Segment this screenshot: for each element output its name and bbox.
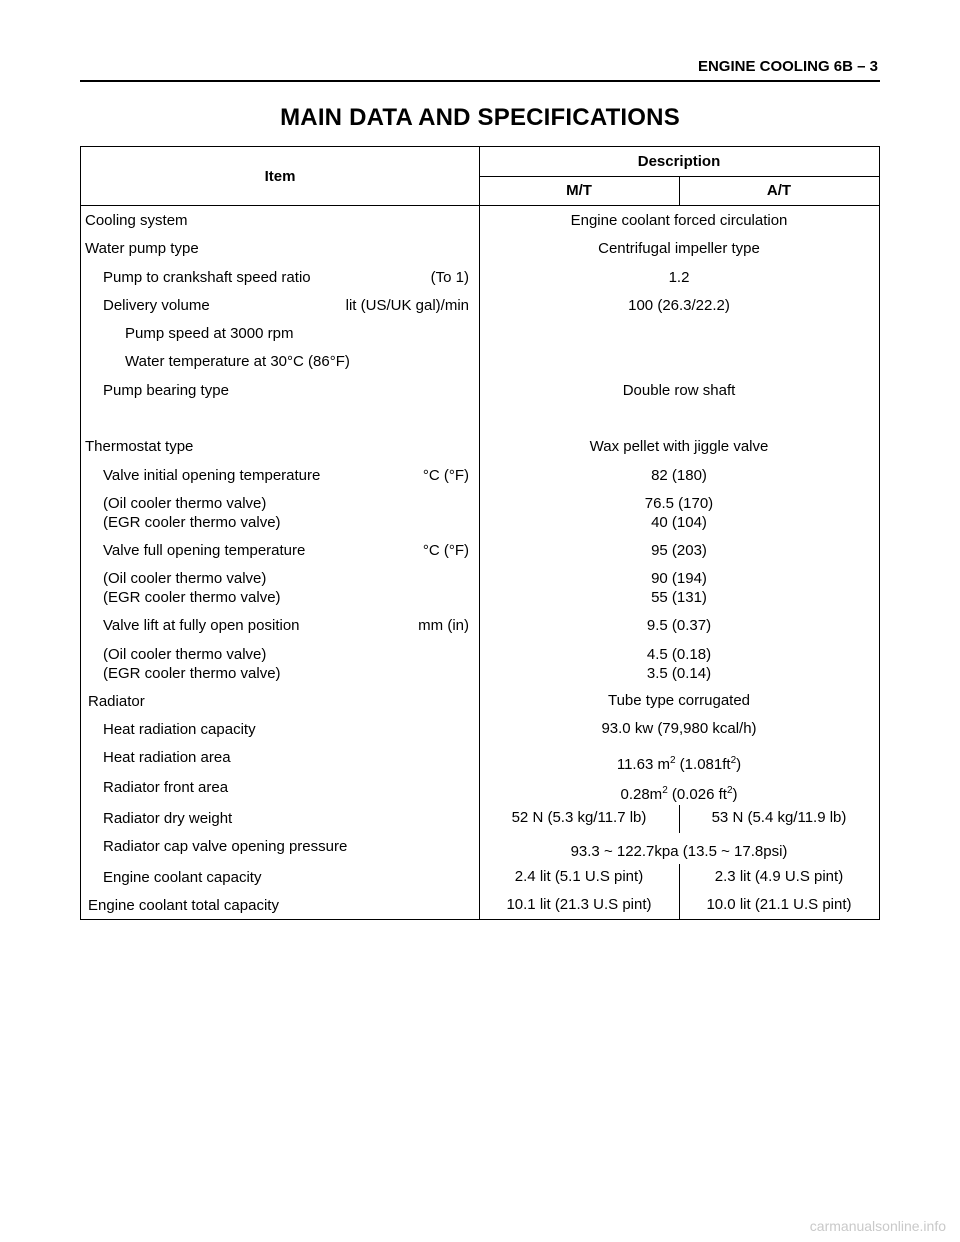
item-radiator-cap-pressure: Radiator cap valve opening pressure xyxy=(103,838,348,855)
mt-engine-coolant-total-capacity: 10.1 lit (21.3 U.S pint) xyxy=(506,896,652,913)
value-radiator-cap-pressure: 93.3 ~ 122.7kpa (13.5 ~ 17.8psi) xyxy=(570,843,788,860)
superscript: 2 xyxy=(730,755,737,766)
header-mt: M/T xyxy=(566,182,592,199)
value-text: 0.28m xyxy=(620,786,663,803)
header-at: A/T xyxy=(766,182,792,199)
item-cooling-system: Cooling system xyxy=(85,212,188,229)
value-oil-cooler-thermo-valve: 90 (194) xyxy=(651,570,707,587)
item-pump-bearing-type: Pump bearing type xyxy=(103,382,229,399)
item-valve-lift: Valve lift at fully open position xyxy=(103,617,300,634)
item-egr-cooler-thermo-valve: (EGR cooler thermo valve) xyxy=(103,514,281,531)
value-oil-cooler-thermo-valve: 76.5 (170) xyxy=(644,495,714,512)
unit-delivery-volume: lit (US/UK gal)/min xyxy=(345,297,469,314)
value-pump-bearing-type: Double row shaft xyxy=(622,382,736,399)
item-radiator-dry-weight: Radiator dry weight xyxy=(103,810,233,827)
value-water-pump-type: Centrifugal impeller type xyxy=(598,240,760,257)
item-engine-coolant-total-capacity: Engine coolant total capacity xyxy=(88,897,279,914)
item-egr-cooler-thermo-valve: (EGR cooler thermo valve) xyxy=(103,589,281,606)
page-header-text: ENGINE COOLING 6B – 3 xyxy=(697,58,878,75)
value-text: ) xyxy=(736,756,742,773)
item-delivery-volume: Delivery volume xyxy=(103,297,210,314)
value-egr-cooler-thermo-valve: 40 (104) xyxy=(651,514,707,531)
value-text: ) xyxy=(732,786,738,803)
superscript: 2 xyxy=(669,755,676,766)
value-cooling-system: Engine coolant forced circulation xyxy=(570,212,788,229)
item-heat-radiation-area: Heat radiation area xyxy=(103,749,231,766)
item-oil-cooler-thermo-valve: (Oil cooler thermo valve) xyxy=(103,495,267,512)
watermark: carmanualsonline.info xyxy=(809,1218,946,1234)
at-radiator-dry-weight: 53 N (5.4 kg/11.9 lb) xyxy=(711,809,847,826)
item-oil-cooler-thermo-valve: (Oil cooler thermo valve) xyxy=(103,570,267,587)
item-pump-speed: Pump speed at 3000 rpm xyxy=(125,325,294,342)
unit-valve-full-opening: °C (°F) xyxy=(422,542,469,559)
page-title: MAIN DATA AND SPECIFICATIONS xyxy=(280,104,680,131)
value-heat-radiation-capacity: 93.0 kw (79,980 kcal/h) xyxy=(601,720,757,737)
mt-engine-coolant-capacity: 2.4 lit (5.1 U.S pint) xyxy=(514,868,644,885)
value-egr-cooler-thermo-valve: 55 (131) xyxy=(651,589,707,606)
value-delivery-volume: 100 (26.3/22.2) xyxy=(628,297,730,314)
item-oil-cooler-thermo-valve: (Oil cooler thermo valve) xyxy=(103,646,267,663)
header-description: Description xyxy=(637,153,721,170)
header-item: Item xyxy=(264,168,296,185)
at-engine-coolant-total-capacity: 10.0 lit (21.1 U.S pint) xyxy=(706,896,852,913)
value-text: (0.026 ft xyxy=(667,786,727,803)
value-radiator-front-area xyxy=(479,782,879,804)
at-engine-coolant-capacity: 2.3 lit (4.9 U.S pint) xyxy=(714,868,844,885)
item-engine-coolant-capacity: Engine coolant capacity xyxy=(103,869,262,886)
value-heat-radiation-area xyxy=(479,752,879,774)
superscript: 2 xyxy=(662,785,668,796)
value-valve-full-opening: 95 (203) xyxy=(651,542,707,559)
item-radiator: Radiator xyxy=(88,693,145,710)
unit-valve-initial-opening: °C (°F) xyxy=(422,467,469,484)
item-valve-full-opening: Valve full opening temperature xyxy=(103,542,306,559)
item-speed-ratio: Pump to crankshaft speed ratio xyxy=(103,269,311,286)
value-valve-initial-opening: 82 (180) xyxy=(651,467,707,484)
mt-radiator-dry-weight: 52 N (5.3 kg/11.7 lb) xyxy=(511,809,647,826)
value-oil-cooler-thermo-valve: 4.5 (0.18) xyxy=(646,646,712,663)
item-water-temperature: Water temperature at 30°C (86°F) xyxy=(125,353,350,370)
item-water-pump-type: Water pump type xyxy=(85,240,199,257)
page-header xyxy=(80,58,880,82)
unit-speed-ratio: (To 1) xyxy=(430,269,469,286)
value-thermostat-type: Wax pellet with jiggle valve xyxy=(589,438,769,455)
unit-valve-lift: mm (in) xyxy=(418,617,469,634)
spec-table xyxy=(80,146,880,920)
item-radiator-front-area: Radiator front area xyxy=(103,779,229,796)
value-speed-ratio: 1.2 xyxy=(668,269,690,286)
value-egr-cooler-thermo-valve: 3.5 (0.14) xyxy=(646,665,712,682)
item-heat-radiation-capacity: Heat radiation capacity xyxy=(103,721,256,738)
value-text: 11.63 m xyxy=(616,756,670,773)
value-valve-lift: 9.5 (0.37) xyxy=(646,617,712,634)
value-radiator: Tube type corrugated xyxy=(607,692,751,709)
value-text: (1.081ft xyxy=(675,756,731,773)
item-thermostat-type: Thermostat type xyxy=(85,438,194,455)
superscript: 2 xyxy=(726,785,733,796)
item-egr-cooler-thermo-valve: (EGR cooler thermo valve) xyxy=(103,665,281,682)
divider xyxy=(81,205,879,206)
item-valve-initial-opening: Valve initial opening temperature xyxy=(103,467,321,484)
